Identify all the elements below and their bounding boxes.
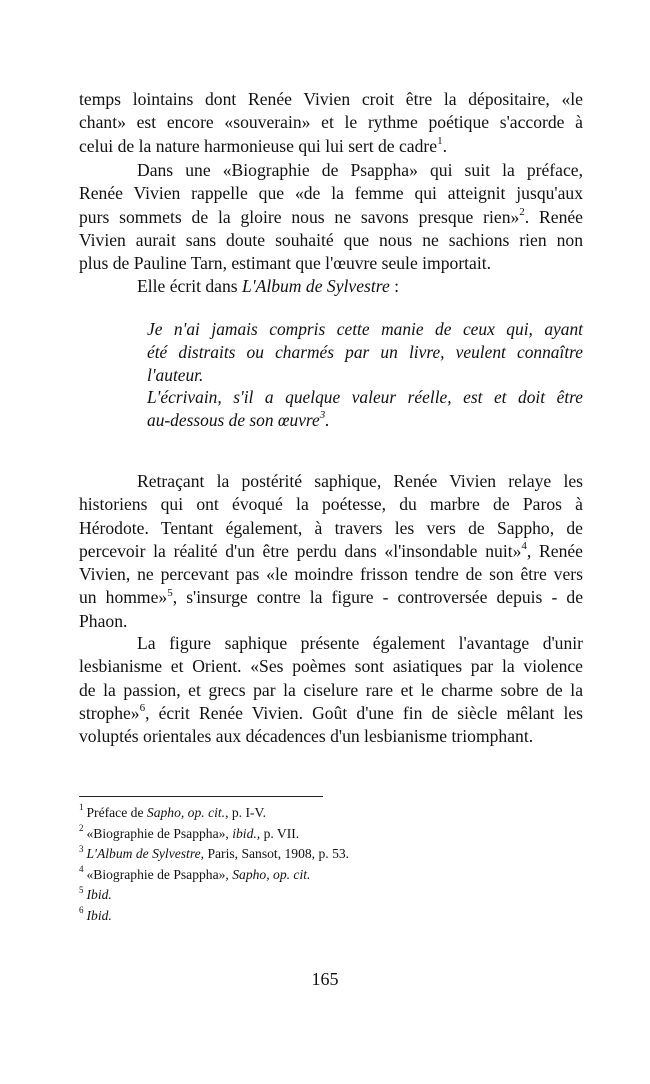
footnote-number: 6: [79, 905, 84, 916]
footnote-separator: [79, 796, 323, 797]
text-run: . Renée: [524, 206, 583, 227]
text-line: Phaon.: [79, 610, 128, 631]
quote-line: l'auteur.: [147, 364, 204, 385]
text-line: plus de Pauline Tarn, estimant que l'œuvre seule importait.: [79, 253, 492, 274]
footnote-text: Préface de: [86, 805, 147, 820]
text-line: La figure saphique présente également l'avantage d'unir: [137, 633, 583, 653]
text-run: .: [442, 135, 447, 156]
footnote-number: 4: [79, 864, 84, 875]
text-run: un homme»: [79, 587, 168, 608]
text-run: , Renée: [526, 540, 583, 561]
text-line: de la passion, et grecs par la ciselure rare et le charme sobre de la: [79, 679, 583, 700]
footnote-ref: 4: [521, 540, 527, 553]
text-line: historiens qui ont évoqué la poétesse, du marbre de Paros à: [79, 494, 583, 515]
footnote-title: ibid.: [232, 825, 257, 841]
text-run: :: [389, 276, 400, 297]
footnote-title: Sapho, op. cit.: [146, 805, 226, 820]
book-title: L'Album de Sylvestre: [242, 276, 390, 297]
text-line: Vivien, ne percevant pas «le moindre frisson tendre de son être vers: [79, 564, 583, 585]
text-line: [79, 586, 583, 609]
footnote-text: , Paris, Sansot, 1908, p. 53.: [200, 846, 350, 862]
quote-line: [147, 409, 583, 432]
text-run: Elle écrit dans: [137, 276, 243, 297]
text-run: strophe»: [79, 702, 140, 723]
text-line: Retraçant la postérité saphique, Renée Vivien relaye les: [137, 471, 583, 491]
text-line: [79, 206, 583, 229]
text-run: , s'insurge contre la figure - controversée depuis - de: [172, 587, 583, 608]
footnote-text: «Biographie de Psappha»,: [86, 825, 233, 841]
footnote-ref: 2: [519, 205, 525, 218]
footnote: [79, 885, 599, 906]
paragraph-biographie: [79, 159, 583, 299]
footnote-text: , p. I-V.: [225, 805, 266, 820]
paragraph-orient: [79, 632, 583, 748]
footnote-text: «Biographie de Psappha»,: [86, 866, 233, 882]
footnote-number: 2: [79, 823, 84, 834]
paragraph-continuation: [79, 88, 583, 158]
text-line: [79, 702, 583, 725]
quote-line: été distraits ou charmés par un livre, veulent connaître: [147, 341, 583, 362]
footnote: [79, 865, 599, 886]
text-run: percevoir la réalité d'un être perdu dans «l'insondable nuit»: [79, 540, 522, 561]
footnote-ref: 3: [319, 409, 326, 422]
quote-line: Je n'ai jamais compris cette manie de ceux qui, ayant: [147, 319, 583, 339]
text-run: celui de la nature harmonieuse qui lui sert de cadre: [79, 135, 438, 156]
footnote: [79, 844, 599, 865]
text-line: lesbianisme et Orient. «Ses poèmes sont asiatiques par la violence: [79, 656, 583, 677]
text-line: [79, 540, 583, 563]
footnote-text: , p. VII.: [256, 825, 300, 841]
block-quote: [147, 318, 583, 432]
text-line: Renée Vivien rappelle que «de la femme qui atteignit jusqu'aux: [79, 183, 583, 204]
text-line: Dans une «Biographie de Psappha» qui suit la préface,: [137, 160, 583, 180]
footnote-title: Sapho, op. cit.: [232, 866, 311, 882]
text-run: au-dessous de son œuvre: [147, 410, 320, 431]
page-number: 165: [311, 969, 339, 989]
text-run: , écrit Renée Vivien. Goût d'une fin de siècle mêlant les: [145, 702, 583, 723]
footnote-title: Ibid.: [86, 907, 112, 923]
footnote: [79, 803, 599, 824]
quote-line: L'écrivain, s'il a quelque valeur réelle, est et doit être: [147, 387, 583, 408]
footnote-number: 3: [79, 843, 84, 854]
text-line: [79, 135, 583, 158]
footnote-number: 5: [79, 884, 84, 895]
footnote: [79, 824, 599, 845]
text-line: temps lointains dont Renée Vivien croit être la dépositaire, «le: [79, 89, 583, 109]
text-line: Hérodote. Tentant également, à travers les vers de Sappho, de: [79, 517, 583, 538]
text-line: Vivien aurait sans doute souhaité que nous ne sachions rien non: [79, 229, 583, 250]
text-line: voluptés orientales aux décadences d'un lesbianisme triomphant.: [79, 726, 534, 747]
text-line: [79, 275, 583, 298]
paragraph-posterite: [79, 470, 583, 633]
footnote-number: 1: [79, 802, 84, 813]
footnote-ref: 6: [139, 702, 146, 715]
text-run: purs sommets de la gloire nous ne savons presque rien»: [79, 206, 520, 227]
footnote: [79, 906, 599, 927]
footnote-ref: 1: [437, 134, 443, 147]
text-run: .: [325, 410, 330, 431]
footnote-title: Ibid.: [86, 887, 112, 903]
footnote-ref: 5: [167, 586, 173, 599]
footnotes: [79, 803, 599, 927]
text-line: chant» est encore «souverain» et le rythme poétique s'accorde à: [79, 112, 583, 133]
footnote-title: L'Album de Sylvestre: [86, 846, 201, 862]
